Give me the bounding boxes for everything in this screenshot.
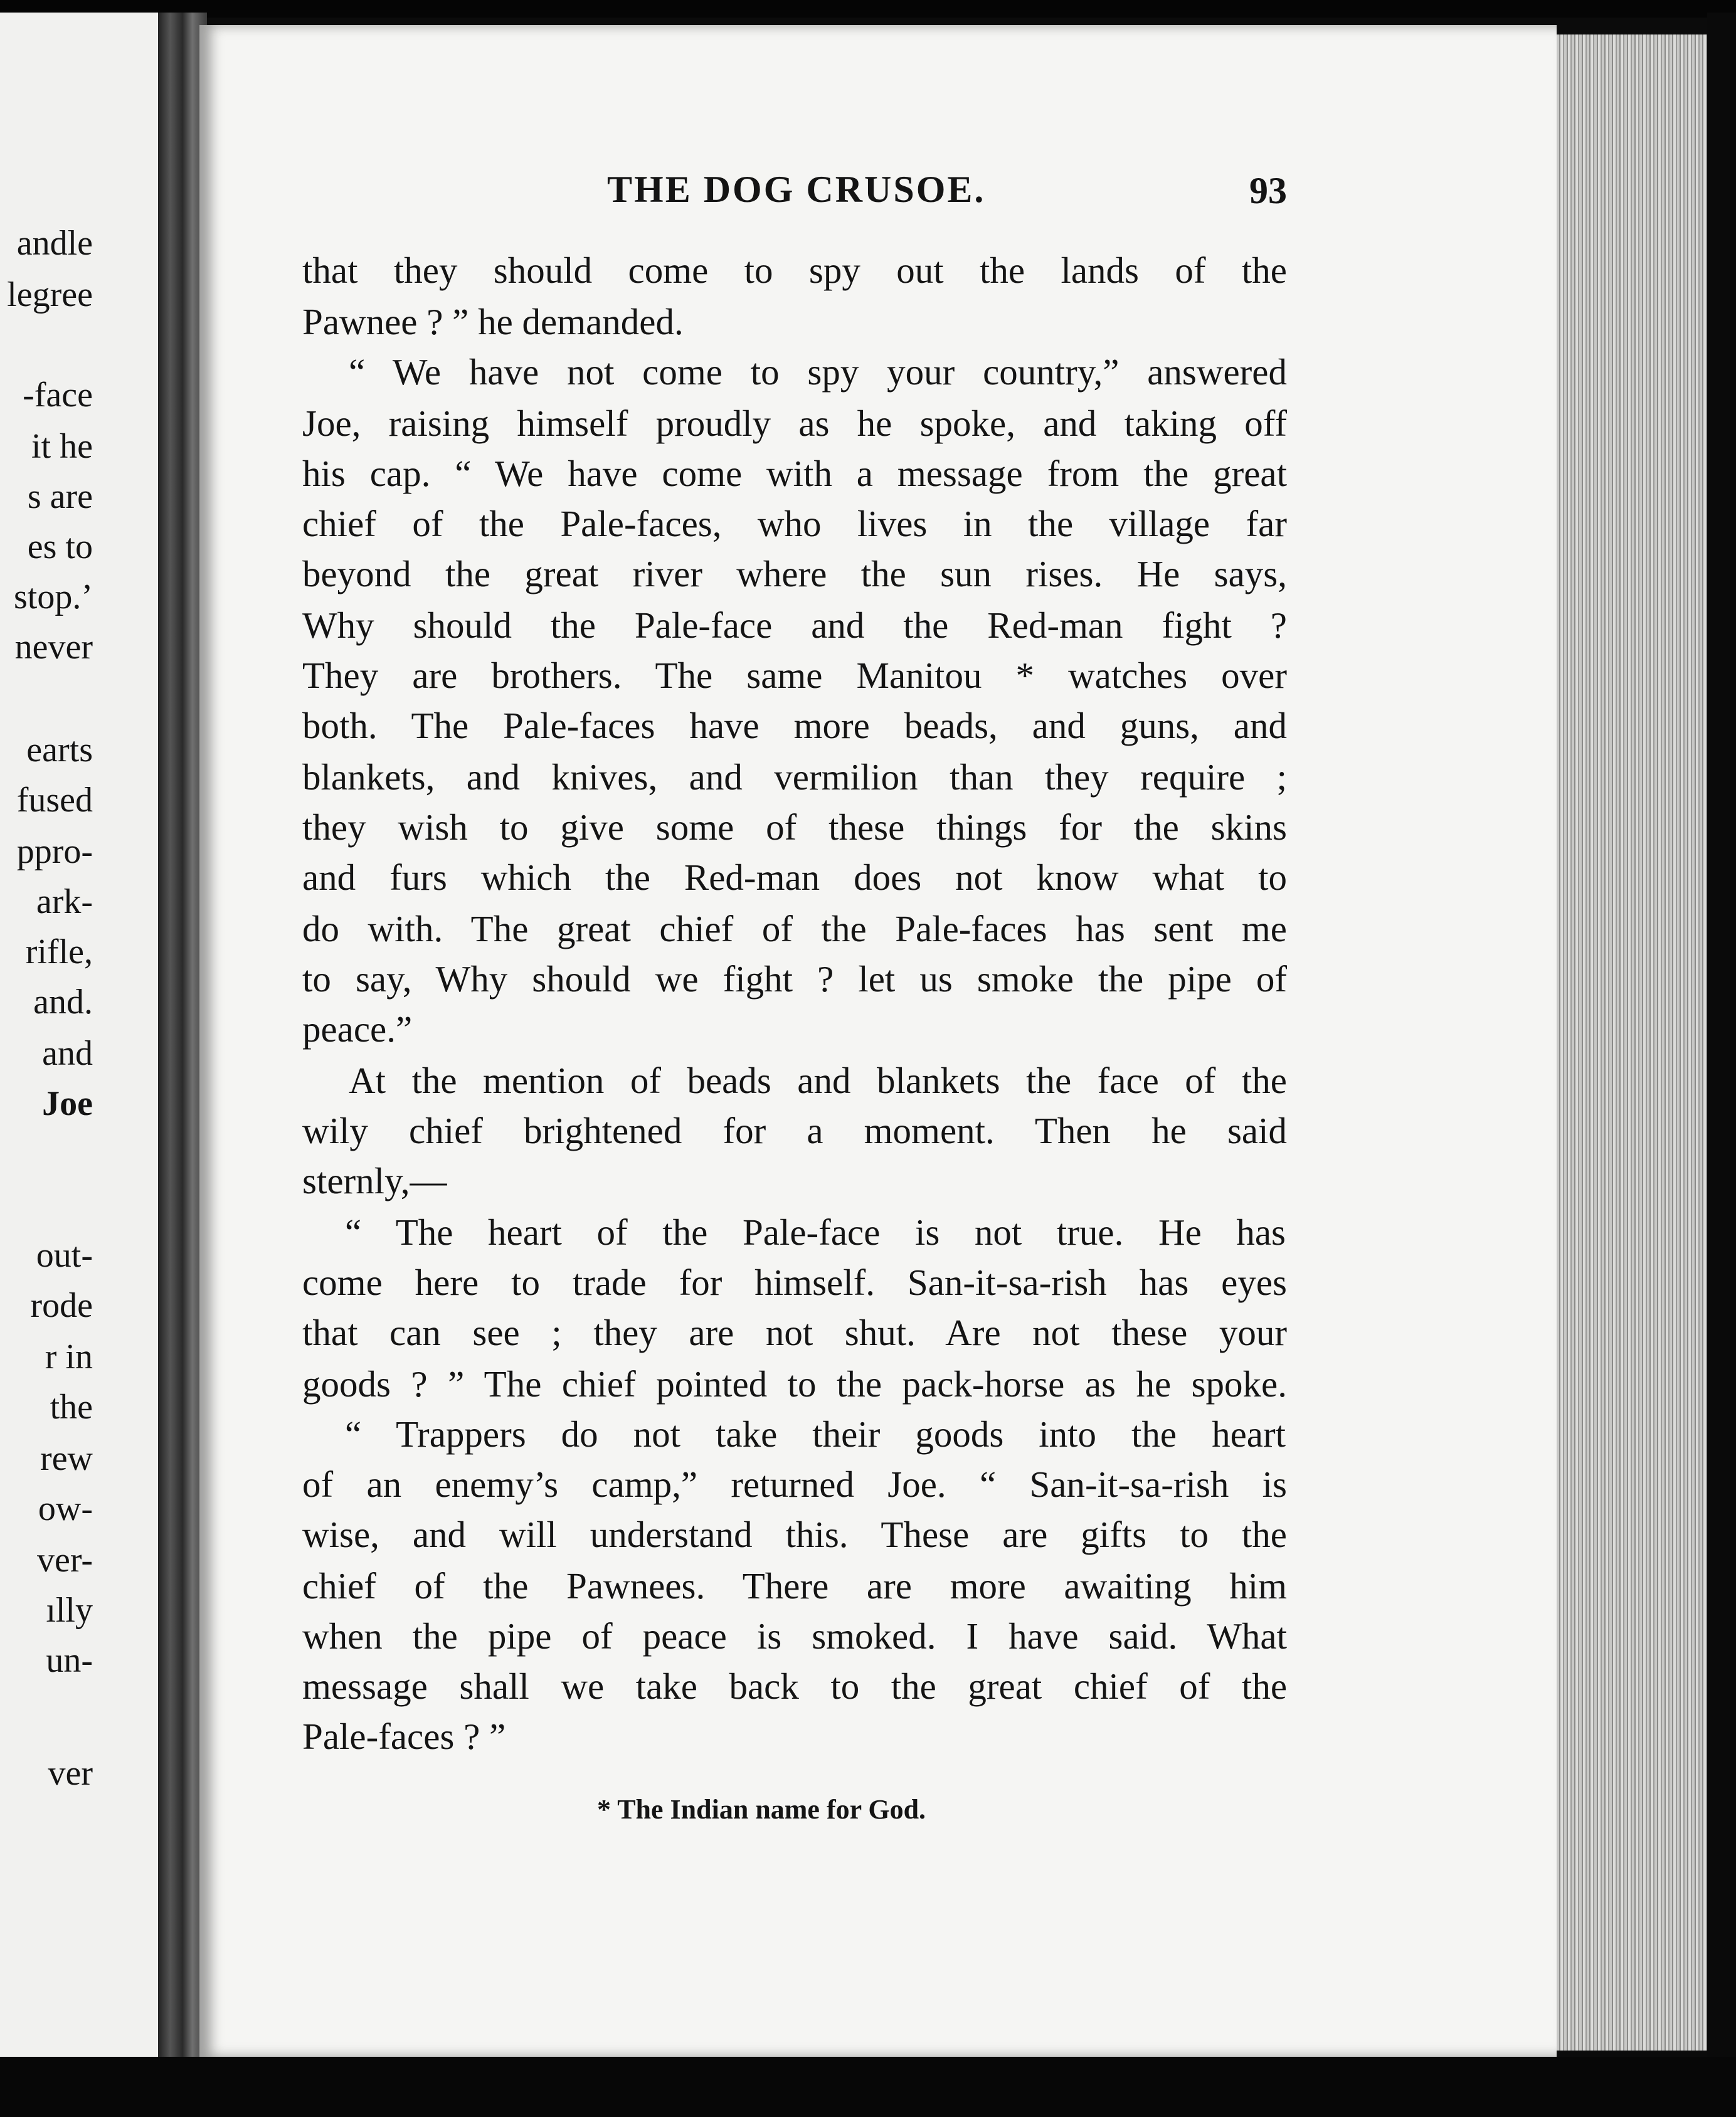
left-page-fragment: s are xyxy=(27,477,93,516)
left-page-fragment: ver- xyxy=(36,1541,93,1580)
left-page-fragment: legree xyxy=(7,275,93,314)
left-page-fragment: stop.’ xyxy=(14,578,93,616)
text-line: “ We have not come to spy your country,” answered xyxy=(349,351,1287,393)
left-page-fragment: -face xyxy=(23,376,93,414)
left-page-fragment: Joe xyxy=(42,1084,93,1123)
text-line: They are brothers. The same Manitou * watches over xyxy=(302,655,1287,696)
text-line: wily chief brightened for a moment. Then he said xyxy=(302,1110,1287,1151)
left-page-fragment: never xyxy=(14,628,93,667)
text-line: wise, and will understand this. These are gifts to the xyxy=(302,1514,1287,1555)
text-line: to say, Why should we fight ? let us smoke the pipe of xyxy=(302,958,1287,1000)
text-line: both. The Pale-faces have more beads, and guns, and xyxy=(302,705,1287,746)
left-page-fragment: fused xyxy=(16,781,93,820)
left-page-fragment: es to xyxy=(27,527,93,566)
left-page-fragment: r in xyxy=(45,1338,93,1376)
left-page-fragment: ver xyxy=(48,1754,93,1793)
text-line: come here to trade for himself. San-it-sa-rish has eyes xyxy=(302,1262,1287,1303)
text-line: when the pipe of peace is smoked. I have said. What xyxy=(302,1615,1287,1657)
text-line: chief of the Pawnees. There are more awaiting him xyxy=(302,1565,1287,1607)
left-page-fragment: rode xyxy=(30,1286,93,1325)
scan-top-border xyxy=(0,0,1736,18)
left-page-fragment: rew xyxy=(40,1439,93,1478)
left-page-fragment: ppro- xyxy=(16,832,93,871)
text-line: Pawnee ? ” he demanded. xyxy=(302,301,684,342)
text-line: they wish to give some of these things for the skins xyxy=(302,806,1287,848)
text-line: Why should the Pale-face and the Red-man fight ? xyxy=(302,604,1287,646)
page-number: 93 xyxy=(1249,170,1287,211)
left-page-fragment: ow- xyxy=(38,1489,93,1528)
text-line: blankets, and knives, and vermilion than they require ; xyxy=(302,756,1287,798)
text-line: At the mention of beads and blankets the face of the xyxy=(349,1060,1287,1101)
left-page-fragment: un- xyxy=(46,1641,93,1680)
left-page-fragment: ılly xyxy=(46,1591,93,1630)
left-page-fragment: rifle, xyxy=(25,932,93,971)
text-line: “ The heart of the Pale-face is not true. He has xyxy=(345,1212,1286,1253)
left-facing-page xyxy=(0,13,158,2060)
left-page-fragment: the xyxy=(50,1388,93,1427)
text-line: his cap. “ We have come with a message from the great xyxy=(302,453,1287,494)
text-line: goods ? ” The chief pointed to the pack-horse as he spoke. xyxy=(302,1363,1287,1405)
text-line: sternly,— xyxy=(302,1160,447,1201)
scan-bottom-border xyxy=(0,2057,1736,2117)
scan-right-border xyxy=(1707,13,1736,2082)
running-head: THE DOG CRUSOE. xyxy=(607,169,986,210)
text-line: Joe, raising himself proudly as he spoke, and taking off xyxy=(302,403,1287,444)
text-line: “ Trappers do not take their goods into the heart xyxy=(345,1413,1286,1455)
left-page-fragment: earts xyxy=(26,731,93,769)
text-line: message shall we take back to the great chief of the xyxy=(302,1666,1287,1707)
text-line: of an enemy’s camp,” returned Joe. “ San-it-sa-rish is xyxy=(302,1464,1287,1505)
left-page-fragment: and xyxy=(42,1034,93,1073)
text-line: and furs which the Red-man does not know what to xyxy=(302,857,1287,898)
page-edges xyxy=(1557,34,1707,2051)
text-line: peace.” xyxy=(302,1008,413,1050)
text-line: that can see ; they are not shut. Are not these your xyxy=(302,1312,1287,1353)
left-page-fragment: ark- xyxy=(36,882,93,921)
left-page-fragment: andle xyxy=(16,224,93,263)
text-line: beyond the great river where the sun rises. He says, xyxy=(302,553,1287,594)
left-page-fragment: and. xyxy=(33,983,93,1022)
text-line: that they should come to spy out the lands of the xyxy=(302,250,1287,291)
footnote: * The Indian name for God. xyxy=(597,1794,926,1825)
text-line: chief of the Pale-faces, who lives in the village far xyxy=(302,503,1287,544)
left-page-fragment: out- xyxy=(36,1236,93,1275)
text-line: do with. The great chief of the Pale-faces has sent me xyxy=(302,908,1287,949)
text-line: Pale-faces ? ” xyxy=(302,1716,506,1757)
left-page-fragment: it he xyxy=(31,427,93,466)
